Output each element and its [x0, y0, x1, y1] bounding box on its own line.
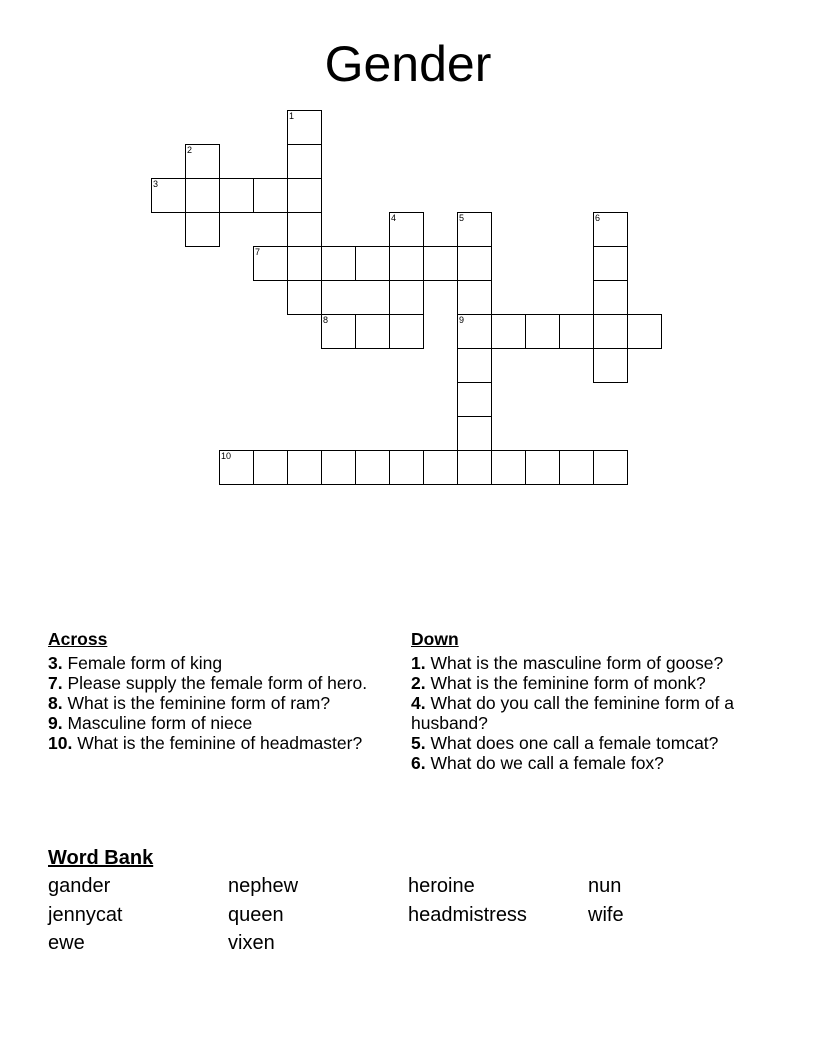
clue-number: 7.	[48, 673, 63, 693]
word-bank-item: nephew	[228, 875, 299, 897]
cell-number: 8	[323, 315, 329, 325]
word-bank-item: wife	[588, 903, 624, 926]
word-bank	[48, 874, 768, 960]
grid-cell[interactable]	[321, 314, 356, 349]
across-clue	[48, 733, 388, 753]
page-title: Gender	[324, 36, 492, 92]
cell-number: 5	[459, 213, 465, 223]
down-clue	[411, 693, 756, 733]
clue-number: 8.	[48, 693, 63, 713]
clue-text: Female form of king	[62, 653, 223, 673]
grid-cell[interactable]	[389, 314, 424, 349]
grid-cell[interactable]	[457, 382, 492, 417]
grid-cell[interactable]	[559, 314, 594, 349]
word-bank-item: headmistress	[408, 903, 527, 926]
cell-number: 6	[595, 213, 601, 223]
across-clue	[48, 653, 388, 673]
cell-number: 1	[289, 111, 295, 121]
word-bank-item: queen	[228, 903, 284, 926]
clue-number: 9.	[48, 713, 63, 733]
grid-cell[interactable]	[389, 246, 424, 281]
grid-cell[interactable]	[593, 246, 628, 281]
grid-cell[interactable]	[219, 178, 254, 213]
grid-cell[interactable]	[457, 280, 492, 315]
grid-cell[interactable]	[593, 280, 628, 315]
across-clue	[48, 673, 388, 693]
grid-cell[interactable]	[593, 212, 628, 247]
grid-cell[interactable]	[559, 450, 594, 485]
grid-cell[interactable]	[253, 246, 288, 281]
grid-cell[interactable]	[287, 212, 322, 247]
word-bank-item: vixen	[228, 932, 275, 954]
word-bank-item: jennycat	[48, 903, 123, 926]
grid-cell[interactable]	[185, 178, 220, 213]
cell-number: 4	[391, 213, 397, 223]
down-clue	[411, 673, 756, 693]
grid-cell[interactable]	[457, 348, 492, 383]
clue-text: Please supply the female form of hero.	[62, 673, 368, 693]
grid-cell[interactable]	[491, 450, 526, 485]
grid-cell[interactable]	[355, 450, 390, 485]
grid-cell[interactable]	[287, 178, 322, 213]
grid-cell[interactable]	[457, 212, 492, 247]
crossword-grid	[0, 0, 816, 520]
word-bank-item: ewe	[48, 932, 85, 954]
grid-cell[interactable]	[355, 246, 390, 281]
down-heading: Down	[411, 629, 459, 649]
cell-number: 3	[153, 179, 159, 189]
clue-text: What is the feminine form of monk?	[425, 673, 706, 693]
grid-cell[interactable]	[593, 450, 628, 485]
clue-text: Masculine form of niece	[62, 713, 253, 733]
grid-cell[interactable]	[389, 450, 424, 485]
down-clue	[411, 653, 756, 673]
clue-number: 5.	[411, 733, 426, 753]
cell-number: 9	[459, 315, 465, 325]
clue-text: What do we call a female fox?	[425, 753, 664, 773]
clue-number: 6.	[411, 753, 426, 773]
grid-cell[interactable]	[219, 450, 254, 485]
grid-cell[interactable]	[593, 314, 628, 349]
grid-cell[interactable]	[491, 314, 526, 349]
word-bank-item: heroine	[408, 875, 475, 897]
cell-number: 2	[187, 145, 193, 155]
grid-cell[interactable]	[253, 178, 288, 213]
grid-cell[interactable]	[185, 144, 220, 179]
word-bank-heading: Word Bank	[48, 847, 154, 869]
grid-cell[interactable]	[287, 246, 322, 281]
clue-number: 10.	[48, 733, 73, 753]
grid-cell[interactable]	[389, 212, 424, 247]
down-clue	[411, 733, 756, 753]
grid-cell[interactable]	[287, 280, 322, 315]
across-heading: Across	[48, 629, 108, 649]
clue-number: 4.	[411, 693, 426, 713]
grid-cell[interactable]	[457, 450, 492, 485]
grid-cell[interactable]	[457, 314, 492, 349]
down-clue-list	[411, 653, 756, 773]
across-clues	[48, 629, 388, 753]
grid-cell[interactable]	[287, 144, 322, 179]
grid-cell[interactable]	[525, 450, 560, 485]
down-clue	[411, 753, 756, 773]
grid-cell[interactable]	[525, 314, 560, 349]
across-clue	[48, 713, 388, 733]
grid-cell[interactable]	[423, 450, 458, 485]
cell-number: 10	[221, 451, 232, 461]
grid-cell[interactable]	[389, 280, 424, 315]
clue-text: What is the masculine form of goose?	[425, 653, 724, 673]
grid-cell[interactable]	[321, 450, 356, 485]
clue-text: What does one call a female tomcat?	[425, 733, 719, 753]
word-bank-item: gander	[48, 875, 111, 897]
grid-cell[interactable]	[355, 314, 390, 349]
grid-cell[interactable]	[321, 246, 356, 281]
grid-cell[interactable]	[627, 314, 662, 349]
clue-text: What do you call the feminine form of a husband?	[411, 693, 734, 733]
grid-cell[interactable]	[457, 416, 492, 451]
clue-text: What is the feminine form of ram?	[62, 693, 331, 713]
grid-cell[interactable]	[287, 450, 322, 485]
word-bank-item: nun	[588, 875, 622, 897]
grid-cell[interactable]	[457, 246, 492, 281]
cell-number: 7	[255, 247, 261, 257]
across-clue	[48, 693, 388, 713]
down-clues	[411, 629, 756, 773]
grid-cell[interactable]	[151, 178, 186, 213]
clue-number: 3.	[48, 653, 63, 673]
clue-text: What is the feminine of headmaster?	[72, 733, 363, 753]
grid-cell[interactable]	[185, 212, 220, 247]
clue-number: 1.	[411, 653, 426, 673]
grid-cell[interactable]	[593, 348, 628, 383]
clue-number: 2.	[411, 673, 426, 693]
grid-cell[interactable]	[423, 246, 458, 281]
across-clue-list	[48, 653, 388, 753]
grid-cell[interactable]	[287, 110, 322, 145]
grid-cell[interactable]	[253, 450, 288, 485]
